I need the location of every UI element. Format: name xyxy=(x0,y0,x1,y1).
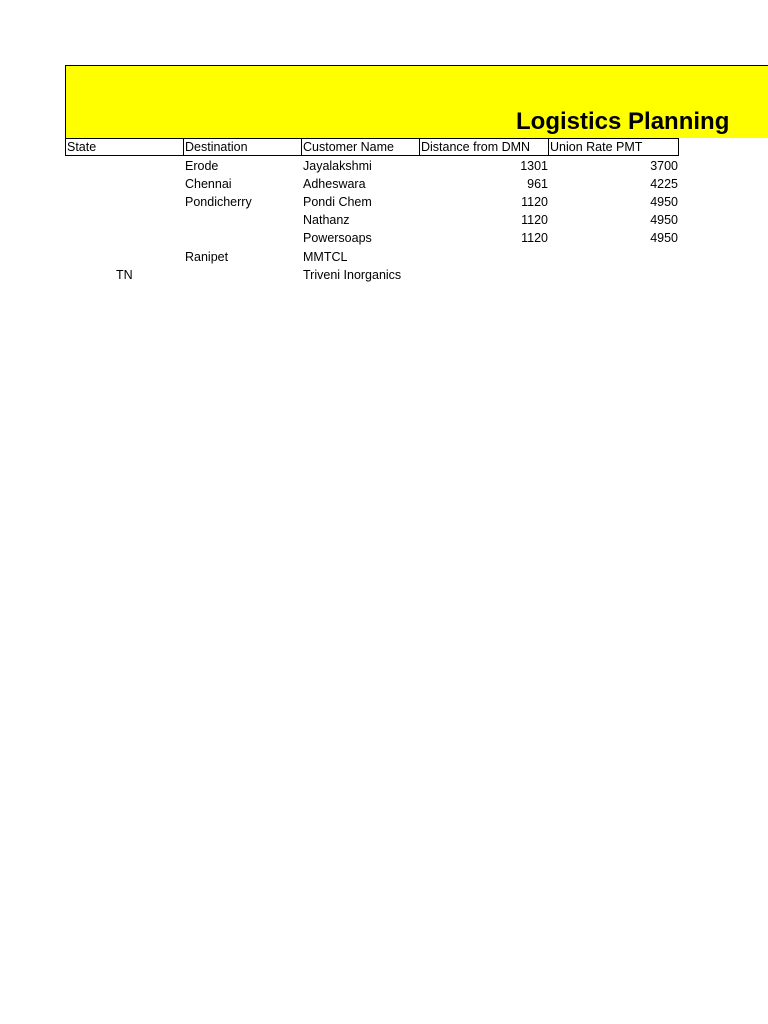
cell-customer[interactable]: MMTCL xyxy=(303,250,348,264)
cell-distance[interactable]: 961 xyxy=(527,177,548,191)
cell-rate[interactable]: 4950 xyxy=(650,213,678,227)
header-union-rate[interactable]: Union Rate PMT xyxy=(548,138,679,156)
cell-rate[interactable]: 4225 xyxy=(650,177,678,191)
header-state[interactable]: State xyxy=(65,138,184,156)
cell-customer[interactable]: Powersoaps xyxy=(303,231,372,245)
cell-rate[interactable]: 3700 xyxy=(650,159,678,173)
header-customer-name[interactable]: Customer Name xyxy=(301,138,420,156)
cell-distance[interactable]: 1301 xyxy=(520,159,548,173)
cell-destination[interactable]: Ranipet xyxy=(185,250,229,264)
cell-distance[interactable]: 1120 xyxy=(521,231,548,245)
cell-customer[interactable]: Pondi Chem xyxy=(303,195,372,209)
cell-distance[interactable]: 1120 xyxy=(521,213,548,227)
cell-destination[interactable]: Chennai xyxy=(185,177,232,191)
header-destination[interactable]: Destination xyxy=(183,138,302,156)
cell-distance[interactable]: 1120 xyxy=(521,195,548,209)
cell-rate[interactable]: 4950 xyxy=(650,231,678,245)
cell-customer[interactable]: Triveni Inorganics xyxy=(303,268,402,282)
cell-rate[interactable]: 4950 xyxy=(650,195,678,209)
header-distance[interactable]: Distance from DMN xyxy=(419,138,549,156)
cell-destination[interactable]: Erode xyxy=(185,159,219,173)
cell-customer[interactable]: Jayalakshmi xyxy=(303,159,372,173)
cell-customer[interactable]: Adheswara xyxy=(303,177,366,191)
sheet-title: Logistics Planning xyxy=(516,108,730,135)
cell-destination[interactable]: Pondicherry xyxy=(185,195,252,209)
cell-state[interactable]: TN xyxy=(116,268,133,282)
cell-customer[interactable]: Nathanz xyxy=(303,213,350,227)
